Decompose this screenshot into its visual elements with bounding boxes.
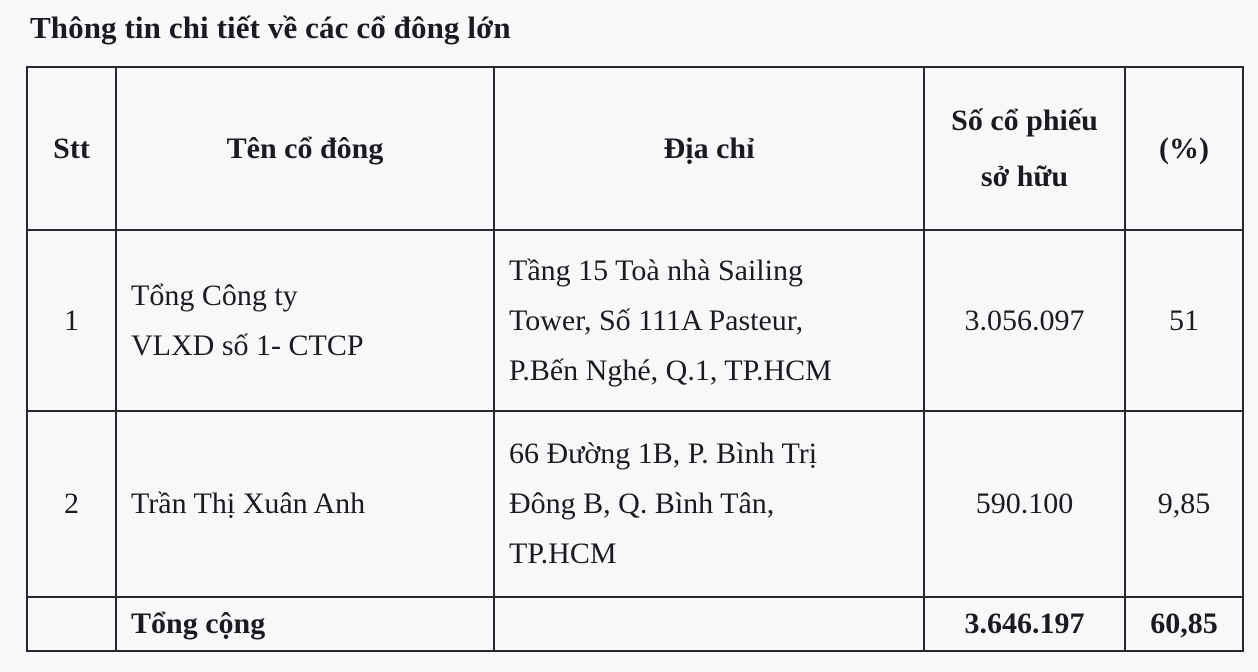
address-line-3: TP.HCM [509, 537, 617, 570]
cell-stt: 1 [27, 230, 116, 411]
cell-total-label: Tổng cộng [116, 597, 494, 651]
cell-percent: 51 [1125, 230, 1243, 411]
header-percent: (%) [1125, 67, 1243, 230]
cell-stt: 2 [27, 411, 116, 597]
major-shareholders-table [26, 66, 1244, 652]
cell-total-address-empty [494, 597, 924, 651]
cell-address [494, 230, 924, 411]
cell-address [494, 411, 924, 597]
table-row [27, 411, 1243, 597]
header-shares-owned [924, 67, 1125, 230]
name-line-2: VLXD số 1- CTCP [131, 328, 364, 362]
cell-shares-owned: 590.100 [924, 411, 1125, 597]
address-line-3: P.Bến Nghé, Q.1, TP.HCM [509, 353, 832, 387]
document-title: Thông tin chi tiết về các cổ đông lớn [30, 10, 511, 45]
cell-shareholder-name [116, 230, 494, 411]
address-line-1: 66 Đường 1B, P. Bình Trị [509, 437, 818, 470]
header-address: Địa chỉ [494, 67, 924, 230]
cell-shares-owned: 3.056.097 [924, 230, 1125, 411]
header-shareholder-name: Tên cổ đông [116, 67, 494, 230]
cell-shareholder-name [116, 411, 494, 597]
header-shares-line-2: sở hữu [980, 159, 1069, 193]
cell-total-stt-empty [27, 597, 116, 651]
table-header-row [27, 67, 1243, 230]
name-line-1: Trần Thị Xuân Anh [131, 487, 366, 520]
name-line-1: Tổng Công ty [131, 278, 298, 312]
cell-percent: 9,85 [1125, 411, 1243, 597]
table-total-row [27, 597, 1243, 651]
cell-total-shares: 3.646.197 [924, 597, 1125, 651]
header-shares-line-1: Số cổ phiếu [951, 103, 1098, 137]
address-line-2: Tower, Số 111A Pasteur, [509, 303, 804, 337]
address-line-1: Tầng 15 Toà nhà Sailing [509, 253, 803, 287]
cell-total-percent: 60,85 [1125, 597, 1243, 651]
table-row [27, 230, 1243, 411]
header-stt: Stt [27, 67, 116, 230]
address-line-2: Đông B, Q. Bình Tân, [509, 487, 775, 520]
